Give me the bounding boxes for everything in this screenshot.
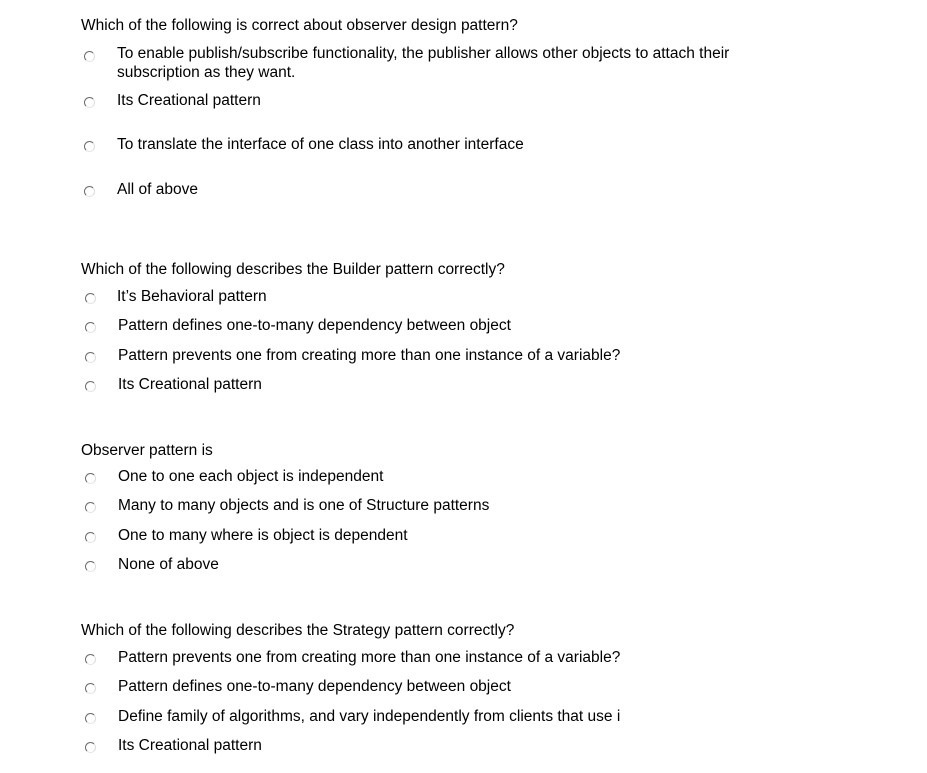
radio-button[interactable] [84, 51, 95, 62]
option-label: To translate the interface of one class into another interface [117, 136, 524, 153]
radio-button[interactable] [85, 293, 96, 304]
option-label: Its Creational pattern [118, 376, 262, 393]
question-text: Which of the following describes the Builder pattern correctly? [81, 261, 505, 278]
radio-button[interactable] [85, 713, 96, 724]
question-text: Which of the following describes the Strategy pattern correctly? [81, 622, 515, 639]
radio-button[interactable] [85, 473, 96, 484]
radio-button[interactable] [85, 742, 96, 753]
option-label: Its Creational pattern [117, 92, 261, 109]
option-label: All of above [117, 181, 198, 198]
option-label: Pattern defines one-to-many dependency between object [118, 678, 511, 695]
question-text: Which of the following is correct about observer design pattern? [81, 17, 518, 34]
option-label: It’s Behavioral pattern [117, 288, 267, 305]
radio-button[interactable] [84, 186, 95, 197]
radio-button[interactable] [85, 352, 96, 363]
option-label: Its Creational pattern [118, 737, 262, 754]
option-label: One to one each object is independent [118, 468, 384, 485]
radio-button[interactable] [85, 654, 96, 665]
radio-button[interactable] [85, 502, 96, 513]
option-label: Many to many objects and is one of Structure patterns [118, 497, 490, 514]
option-label: Pattern prevents one from creating more than one instance of a variable? [118, 649, 621, 666]
radio-button[interactable] [85, 561, 96, 572]
option-label: Pattern defines one-to-many dependency between object [118, 317, 511, 334]
question-text: Observer pattern is [81, 442, 213, 459]
radio-button[interactable] [84, 141, 95, 152]
option-label: None of above [118, 556, 219, 573]
option-label: Pattern prevents one from creating more than one instance of a variable? [118, 347, 621, 364]
radio-button[interactable] [85, 322, 96, 333]
radio-button[interactable] [84, 97, 95, 108]
radio-button[interactable] [85, 381, 96, 392]
radio-button[interactable] [85, 683, 96, 694]
option-label: Define family of algorithms, and vary independently from clients that use i [118, 708, 621, 725]
radio-button[interactable] [85, 532, 96, 543]
option-label: To enable publish/subscribe functionality, the publisher allows other objects to attach their subscription as they want. [117, 45, 730, 81]
option-label: One to many where is object is dependent [118, 527, 408, 544]
